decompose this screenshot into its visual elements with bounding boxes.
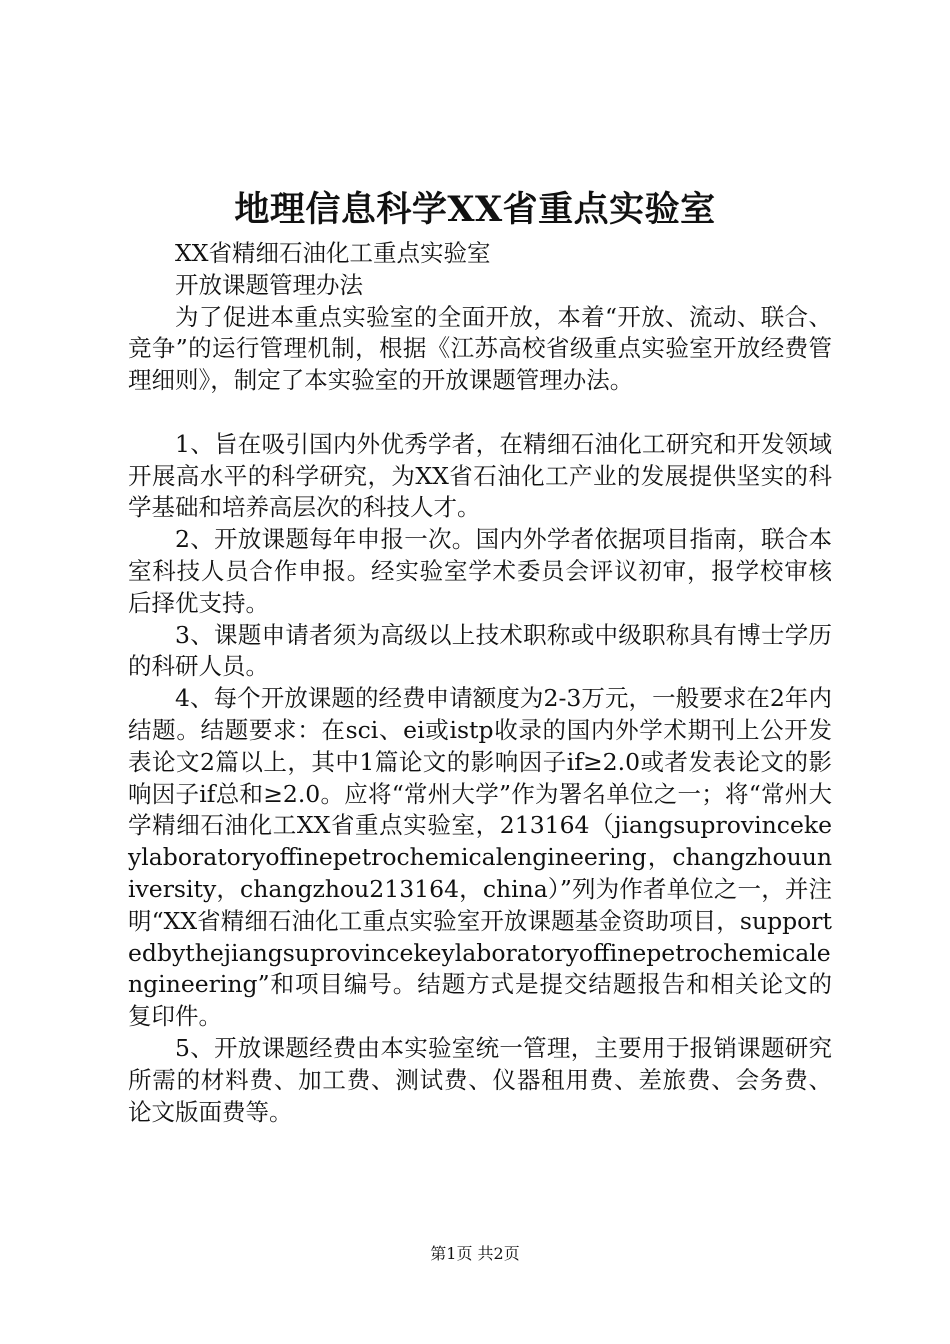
lab-name-line: XX省精细石油化工重点实验室 [175, 239, 491, 267]
clause-1-paragraph: 1、旨在吸引国内外优秀学者，在精细石油化工研究和开发领域开展高水平的科学研究，为XX省石油化工产业的发展提供坚实的科学基础和培养高层次的科技人才。 [128, 429, 832, 522]
clause-2-paragraph: 2、开放课题每年申报一次。国内外学者依据项目指南，联合本室科技人员合作申报。经实验室学术委员会评议初审，报学校审核后择优支持。 [128, 525, 832, 617]
clause-3-paragraph: 3、课题申请者须为高级以上技术职称或中级职称具有博士学历的科研人员。 [128, 620, 832, 681]
document-body [128, 238, 832, 1128]
paragraph-gap [128, 397, 832, 429]
regulation-title-line: 开放课题管理办法 [175, 270, 363, 299]
clause-4-paragraph: 4、每个开放课题的经费申请额度为2-3万元，一般要求在2年内结题。结题要求：在sci、ei或istp收录的国内外学术期刊上公开发表论文2篇以上，其中1篇论文的影响因子if≥2.0或者发表论文的影响因子if总和≥2.0。应将“常州大学”作为署名单位之一；将“常州大学精细石油化工XX省重点实验室，213164（jiangsuprovincekeylaboratoryoffinepetrochemicalengineering，changzhouuniversity，changzhou213164，china）”列为作者单位之一，并注明“XX省精细石油化工重点实验室开放课题基金资助项目，supportedbythejiangsuprovincekeylaboratoryoffinepetrochemicalengineering”和项目编号。结题方式是提交结题报告和相关论文的复印件。 [128, 684, 832, 1031]
clause-5-paragraph: 5、开放课题经费由本实验室统一管理，主要用于报销课题研究所需的材料费、加工费、测试费、仪器租用费、差旅费、会务费、论文版面费等。 [128, 1033, 832, 1126]
intro-paragraph: 为了促进本重点实验室的全面开放，本着“开放、流动、联合、竞争”的运行管理机制，根据《江苏高校省级重点实验室开放经费管理细则》，制定了本实验室的开放课题管理办法。 [128, 302, 832, 395]
page-title: 地理信息科学XX省重点实验室 [234, 189, 716, 230]
page-number-footer: 第1页 共2页 [430, 1244, 520, 1263]
